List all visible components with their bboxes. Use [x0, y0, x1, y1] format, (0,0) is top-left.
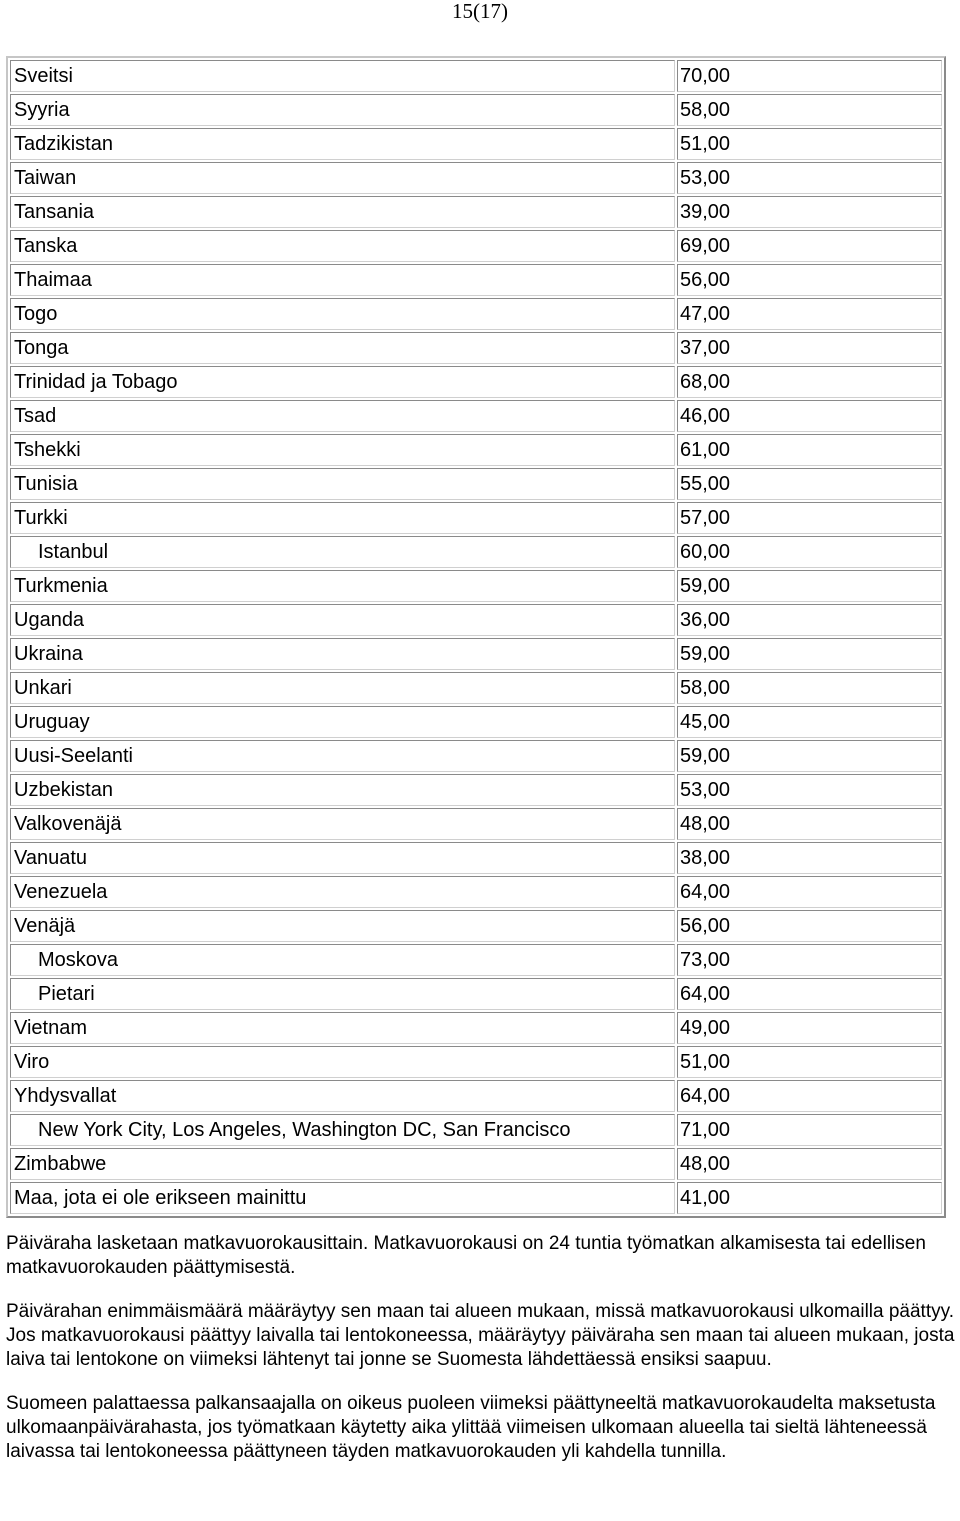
country-cell: Trinidad ja Tobago — [10, 366, 675, 398]
table-row — [10, 230, 942, 262]
table-row — [10, 434, 942, 466]
page-number: 15(17) — [452, 0, 508, 23]
country-cell: Zimbabwe — [10, 1148, 675, 1180]
rate-cell: 37,00 — [677, 332, 942, 364]
table-row — [10, 128, 942, 160]
table-row — [10, 332, 942, 364]
rate-cell: 41,00 — [677, 1182, 942, 1214]
country-cell: Tanska — [10, 230, 675, 262]
country-cell: Valkovenäjä — [10, 808, 675, 840]
country-cell: Moskova — [10, 944, 675, 976]
table-row — [10, 1114, 942, 1146]
country-cell: Venäjä — [10, 910, 675, 942]
country-cell: Togo — [10, 298, 675, 330]
table-row — [10, 400, 942, 432]
rate-cell: 39,00 — [677, 196, 942, 228]
rate-cell: 38,00 — [677, 842, 942, 874]
table-row — [10, 60, 942, 92]
rate-cell: 48,00 — [677, 1148, 942, 1180]
rate-cell: 58,00 — [677, 672, 942, 704]
note-paragraph-return-to-finland: Suomeen palattaessa palkansaajalla on oikeus puoleen viimeksi päättyneeltä matkavuorokaudelta maksetusta ulkomaanpäivärahasta, jos työmatkaan käytetty aika ylittää viimeisen ulkomaan alueella tai sieltä lähteneessä laivassa tai lentokoneessa päättyneen täyden matkavuorokauden yli kahdella tunnilla. — [6, 1393, 936, 1462]
rate-cell: 68,00 — [677, 366, 942, 398]
table-row — [10, 910, 942, 942]
rate-cell: 47,00 — [677, 298, 942, 330]
country-cell: Uruguay — [10, 706, 675, 738]
rate-cell: 55,00 — [677, 468, 942, 500]
rate-cell: 51,00 — [677, 1046, 942, 1078]
table-row — [10, 604, 942, 636]
country-cell: Pietari — [10, 978, 675, 1010]
country-cell: Thaimaa — [10, 264, 675, 296]
table-row — [10, 774, 942, 806]
country-cell: Ukraina — [10, 638, 675, 670]
rate-cell: 56,00 — [677, 264, 942, 296]
table-row — [10, 808, 942, 840]
table-row — [10, 196, 942, 228]
country-cell: Uzbekistan — [10, 774, 675, 806]
country-cell: Istanbul — [10, 536, 675, 568]
country-cell: New York City, Los Angeles, Washington DC, San Francisco — [10, 1114, 675, 1146]
table-row — [10, 536, 942, 568]
notes-section — [6, 1232, 960, 1484]
table-body — [10, 60, 942, 1214]
country-cell: Yhdysvallat — [10, 1080, 675, 1112]
table-row — [10, 94, 942, 126]
daily-allowance-table — [6, 56, 946, 1218]
table-row — [10, 740, 942, 772]
country-cell: Sveitsi — [10, 60, 675, 92]
rate-cell: 59,00 — [677, 638, 942, 670]
country-cell: Venezuela — [10, 876, 675, 908]
rate-cell: 70,00 — [677, 60, 942, 92]
table-row — [10, 298, 942, 330]
country-cell: Turkmenia — [10, 570, 675, 602]
table-row — [10, 978, 942, 1010]
rate-cell: 45,00 — [677, 706, 942, 738]
country-cell: Tunisia — [10, 468, 675, 500]
rate-cell: 64,00 — [677, 978, 942, 1010]
table-row — [10, 842, 942, 874]
table-row — [10, 366, 942, 398]
note-paragraph-maximum-amount: Päivärahan enimmäismäärä määräytyy sen maan tai alueen mukaan, missä matkavuorokausi ulkomailla päättyy. Jos matkavuorokausi päättyy laivalla tai lentokoneessa, määräytyy päiväraha sen maan tai alueen mukaan, josta laiva tai lentokone on viimeksi lähtenyt tai jonne se Suomesta lähdettäessä ensiksi saapuu. — [6, 1301, 955, 1370]
rate-cell: 53,00 — [677, 162, 942, 194]
rate-cell: 51,00 — [677, 128, 942, 160]
rate-cell: 71,00 — [677, 1114, 942, 1146]
table-row — [10, 502, 942, 534]
rate-cell: 73,00 — [677, 944, 942, 976]
table-row — [10, 264, 942, 296]
table-row — [10, 944, 942, 976]
country-cell: Tsad — [10, 400, 675, 432]
table-row — [10, 1148, 942, 1180]
rate-cell: 57,00 — [677, 502, 942, 534]
rate-cell: 64,00 — [677, 876, 942, 908]
country-cell: Vanuatu — [10, 842, 675, 874]
table-row — [10, 638, 942, 670]
rate-cell: 61,00 — [677, 434, 942, 466]
table-row — [10, 1182, 942, 1214]
rate-cell: 58,00 — [677, 94, 942, 126]
note-paragraph-day-definition: Päiväraha lasketaan matkavuorokausittain. Matkavuorokausi on 24 tuntia työmatkan alkamisesta tai edellisen matkavuorokauden päättymisestä. — [6, 1233, 926, 1278]
country-cell: Vietnam — [10, 1012, 675, 1044]
rate-cell: 69,00 — [677, 230, 942, 262]
table-row — [10, 162, 942, 194]
rate-cell: 53,00 — [677, 774, 942, 806]
table-row — [10, 468, 942, 500]
country-cell: Uusi-Seelanti — [10, 740, 675, 772]
table-row — [10, 706, 942, 738]
rate-cell: 59,00 — [677, 740, 942, 772]
rate-cell: 46,00 — [677, 400, 942, 432]
rate-cell: 49,00 — [677, 1012, 942, 1044]
country-cell: Maa, jota ei ole erikseen mainittu — [10, 1182, 675, 1214]
rate-cell: 60,00 — [677, 536, 942, 568]
rate-cell: 64,00 — [677, 1080, 942, 1112]
rate-cell: 56,00 — [677, 910, 942, 942]
country-cell: Viro — [10, 1046, 675, 1078]
country-cell: Tadzikistan — [10, 128, 675, 160]
table-row — [10, 1012, 942, 1044]
rate-cell: 36,00 — [677, 604, 942, 636]
table-row — [10, 1080, 942, 1112]
table-row — [10, 570, 942, 602]
table-row — [10, 672, 942, 704]
table-row — [10, 876, 942, 908]
country-cell: Taiwan — [10, 162, 675, 194]
table-row — [10, 1046, 942, 1078]
country-cell: Unkari — [10, 672, 675, 704]
country-cell: Tshekki — [10, 434, 675, 466]
rate-cell: 48,00 — [677, 808, 942, 840]
country-cell: Tonga — [10, 332, 675, 364]
country-cell: Syyria — [10, 94, 675, 126]
country-cell: Uganda — [10, 604, 675, 636]
rate-cell: 59,00 — [677, 570, 942, 602]
country-cell: Tansania — [10, 196, 675, 228]
country-cell: Turkki — [10, 502, 675, 534]
